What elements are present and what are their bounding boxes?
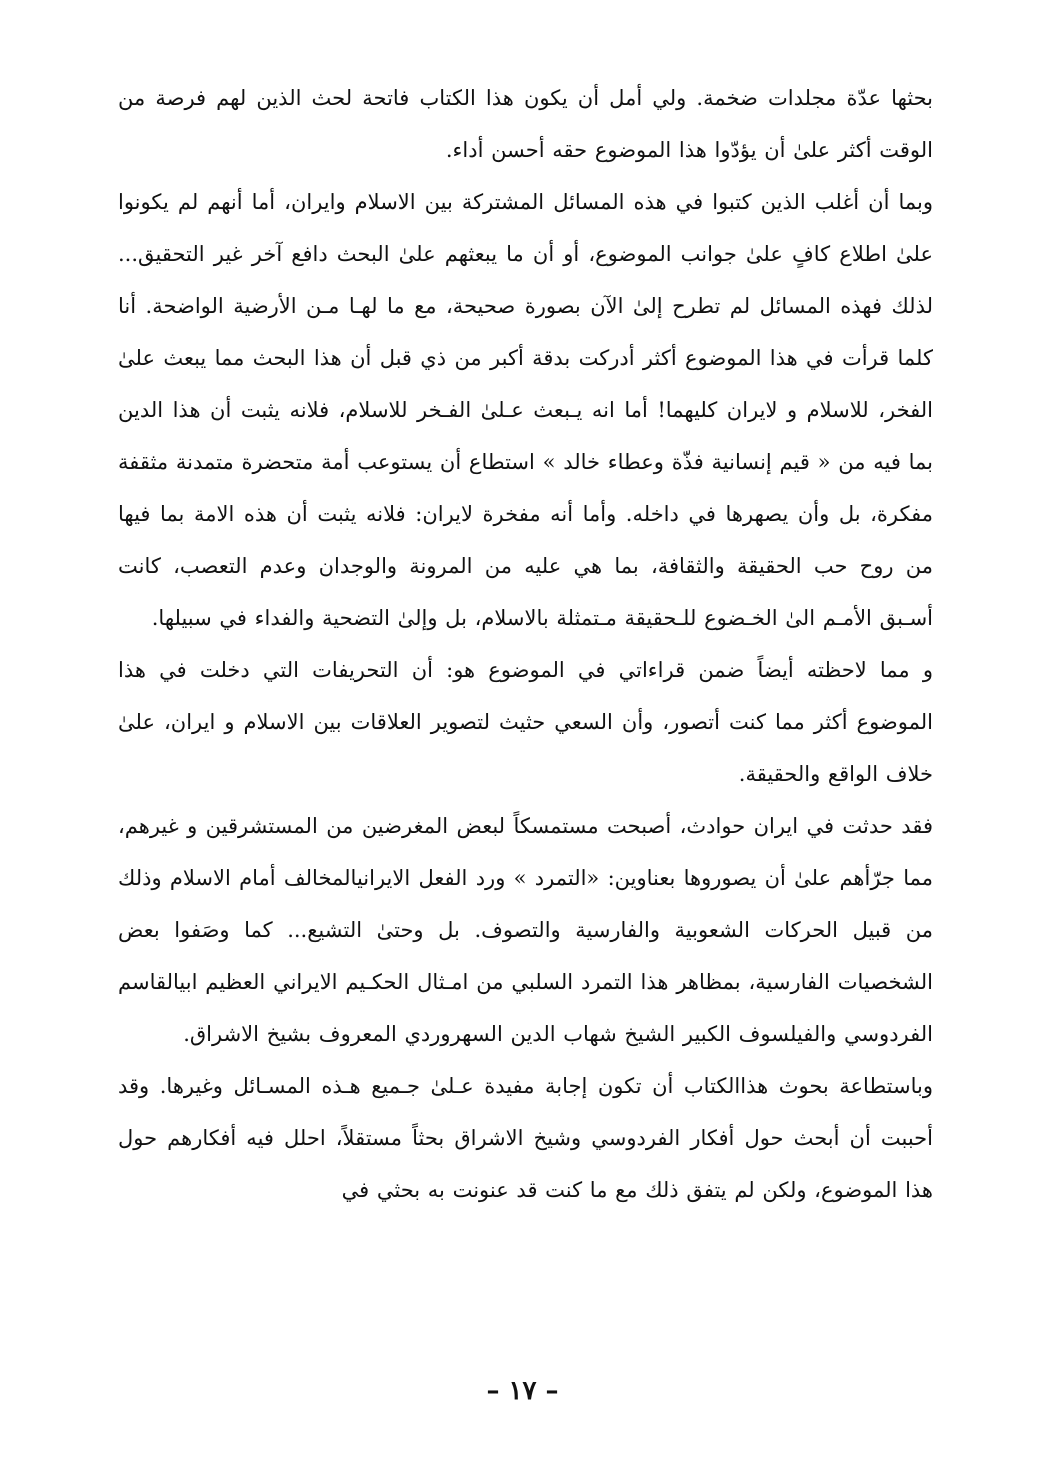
paragraph-4: فقد حدثت في ايران حوادث، أصبحت مستمسكاً لبعض المغرضين من المستشرقين و غيرهم، مما جرّأهم علىٰ أن يصوروها بعناوين: «التمرد » ورد الفعل الايرانيالمخالف أمام الاسلام وذلك من قبيل الحركات الشعوبية والفارسية والتصوف. بل وحتىٰ التشيع... كما وصَفوا بعض الشخصيات الفارسية، بمظاهر هذا التمرد السلبي من امـثال الحكـيم الايراني العظيم ابيالقاسم الفردوسي والفيلسوف الكبير الشيخ شهاب الدين السهروردي المعروف بشيخ الاشراق.: [118, 814, 933, 1046]
paragraph-2: وبما أن أغلب الذين كتبوا في هذه المسائل المشتركة بين الاسلام وايران، أما أنهم لم يكونوا علىٰ اطلاع كافٍ علىٰ جوانب الموضوع، أو أن ما يبعثهم علىٰ البحث دافع آخر غير التحقيق... لذلك فهذه المسائل لم تطرح إلىٰ الآن بصورة صحيحة، مع ما لهـا مـن الأرضية الواضحة. أنا كلما قرأت في هذا الموضوع أكثر أدركت بدقة أكبر من ذي قبل أن هذا البحث مما يبعث علىٰ الفخر، للاسلام و لايران كليهما! أما انه يـبعث عـلىٰ الفـخر للاسلام، فلانه يثبت أن هذا الدين بما فيه من « قيم إنسانية فذّة وعطاء خالد » استطاع أن يستوعب أمة متحضرة متمدنة مثقفة مفكرة، بل وأن يصهرها في داخله. وأما أنه مفخرة لايران: فلانه يثبت أن هذه الامة بما فيها من روح حب الحقيقة والثقافة، بما هي عليه من المرونة والوجدان وعدم التعصب، كانت أسـبق الأمـم الىٰ الخـضوع للـحقيقة مـتمثلة بالاسلام، بل وإلىٰ التضحية والفداء في سبيلها.: [118, 190, 933, 630]
paragraph-1: بحثها عدّة مجلدات ضخمة. ولي أمل أن يكون هذا الكتاب فاتحة لحث الذين لهم فرصة من الوقت أكثر علىٰ أن يؤدّوا هذا الموضوع حقه أحسن أداء.: [118, 86, 933, 162]
paragraph-3: و مما لاحظته أيضاً ضمن قراءاتي في الموضوع هو: أن التحريفات التي دخلت في هذا الموضوع أكثر مما كنت أتصور، وأن السعي حثيث لتصوير العلاقات بين الاسلام و ايران، علىٰ خلاف الواقع والحقيقة.: [118, 658, 933, 786]
page-number: – ١٧ –: [486, 1376, 559, 1406]
body-text: [118, 72, 933, 1216]
paragraph-5: وباستطاعة بحوث هذاالكتاب أن تكون إجابة مفيدة عـلىٰ جـميع هـذه المسـائل وغيرها. وقد أحببت أن أبحث حول أفكار الفردوسي وشيخ الاشراق بحثاً مستقلاً، احلل فيه أفكارهم حول هذا الموضوع، ولكن لم يتفق ذلك مع ما كنت قد عنونت به بحثي في: [118, 1074, 933, 1202]
